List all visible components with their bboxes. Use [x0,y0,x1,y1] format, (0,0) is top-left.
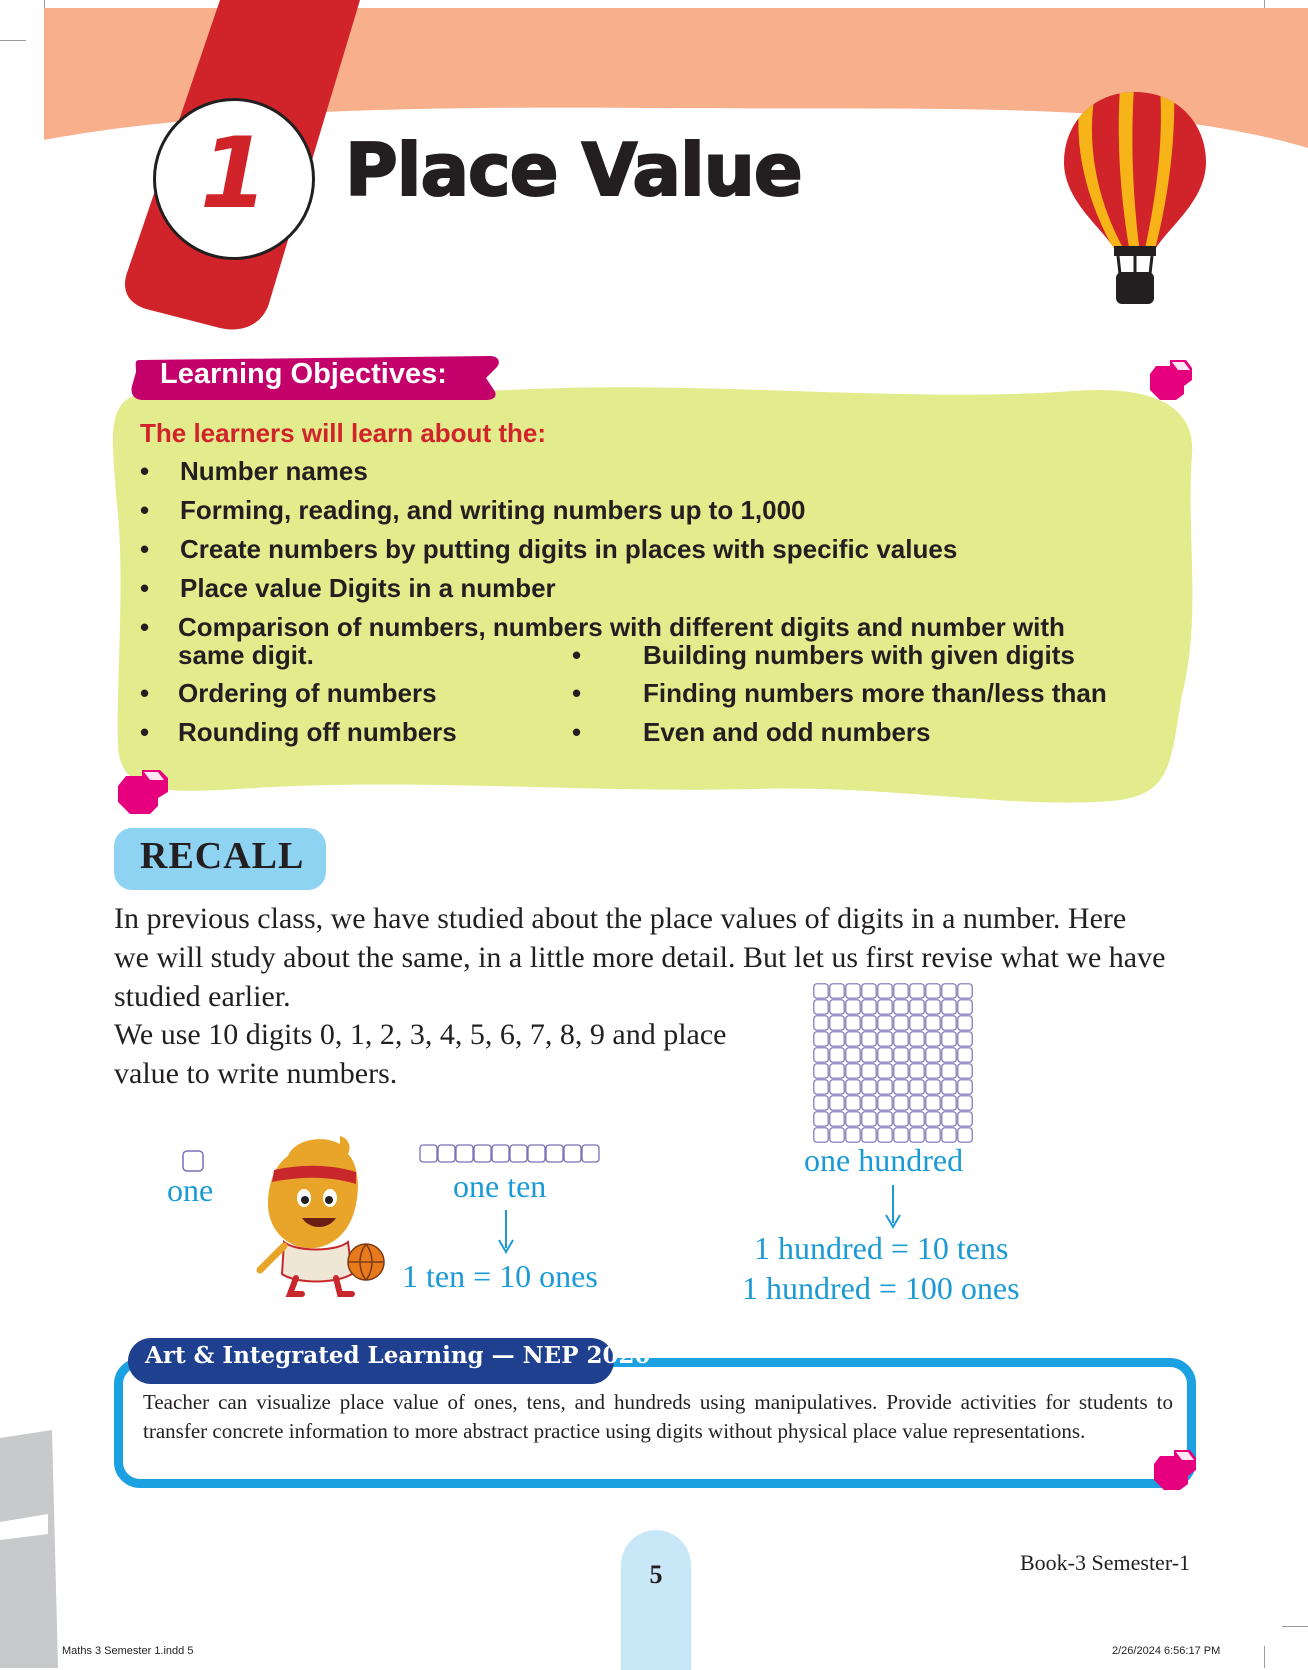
bullet-icon: • [140,573,150,603]
file-slug: Maths 3 Semester 1.indd 5 [62,1645,194,1657]
bullet-icon: • [140,534,150,564]
label-one-hundred: one hundred [804,1142,964,1178]
bullet-icon: • [140,456,150,486]
objective-item: Forming, reading, and writing numbers up to 1,000 [180,495,806,525]
objectives-heading: Learning Objectives: [160,358,447,390]
corner-ornament-icon [1148,358,1194,400]
side-tab-decoration [0,1430,58,1668]
objective-item: Create numbers by putting digits in places with specific values [180,534,958,564]
label-hundred-ones: 1 hundred = 100 ones [742,1270,1020,1306]
corner-ornament-icon [1152,1448,1198,1490]
hundred-flat-icon [812,982,974,1144]
objective-item: Comparison of numbers, numbers with different digits and number with [178,612,1065,642]
bullet-icon: • [140,717,150,747]
nep-heading: Art & Integrated Learning — NEP 2020 [145,1342,651,1369]
corner-ornament-icon [116,768,170,814]
label-hundred-tens: 1 hundred = 10 tens [754,1230,1009,1266]
unit-block-icon [181,1149,205,1173]
objective-item: Finding numbers more than/less than [643,678,1107,708]
objective-item: Place value Digits in a number [180,573,556,603]
recall-paragraph-line: In previous class, we have studied about the place values of digits in a number. Here [114,902,1127,935]
bullet-icon: • [140,612,150,642]
label-ten-equation: 1 ten = 10 ones [402,1258,598,1294]
recall-paragraph-line: value to write numbers. [114,1057,398,1090]
objective-item: Building numbers with given digits [643,640,1075,670]
bullet-icon: • [572,640,582,670]
hot-air-balloon-icon [1060,88,1210,306]
objective-item: Rounding off numbers [178,717,457,747]
recall-heading: RECALL [140,835,305,877]
label-one: one [167,1172,214,1208]
objective-item: Even and odd numbers [643,717,931,747]
page-number: 5 [649,1560,663,1589]
page-number-tab [621,1530,691,1670]
objective-item: Number names [180,456,368,486]
objective-item: Ordering of numbers [178,678,437,708]
down-arrow-icon [884,1185,902,1229]
recall-paragraph-line: we will study about the same, in a little more detail. But let us first revise what we have [114,941,1166,974]
bullet-icon: • [572,717,582,747]
objective-item-continued: same digit. [178,640,314,670]
mascot-basketball-icon [244,1134,390,1298]
bullet-icon: • [140,678,150,708]
label-one-ten: one ten [453,1168,547,1204]
chapter-number: 1 [199,117,269,231]
print-timestamp: 2/26/2024 6:56:17 PM [1112,1645,1221,1657]
objectives-intro: The learners will learn about the: [140,418,546,448]
down-arrow-icon [497,1210,515,1254]
recall-paragraph-line: We use 10 digits 0, 1, 2, 3, 4, 5, 6, 7, 8, 9 and place [114,1018,727,1051]
ten-rod-icon [418,1142,602,1164]
bullet-icon: • [572,678,582,708]
recall-paragraph-line: studied earlier. [114,980,291,1013]
chapter-number-badge [153,98,315,260]
book-label: Book-3 Semester-1 [1020,1550,1191,1575]
nep-text: Teacher can visualize place value of ones, tens, and hundreds using manipulatives. Provide activities for students to transfer concrete information to more abstract practice using digits without physical place value representations. [143,1390,1173,1443]
chapter-title: Place Value [345,128,802,212]
bullet-icon: • [140,495,150,525]
